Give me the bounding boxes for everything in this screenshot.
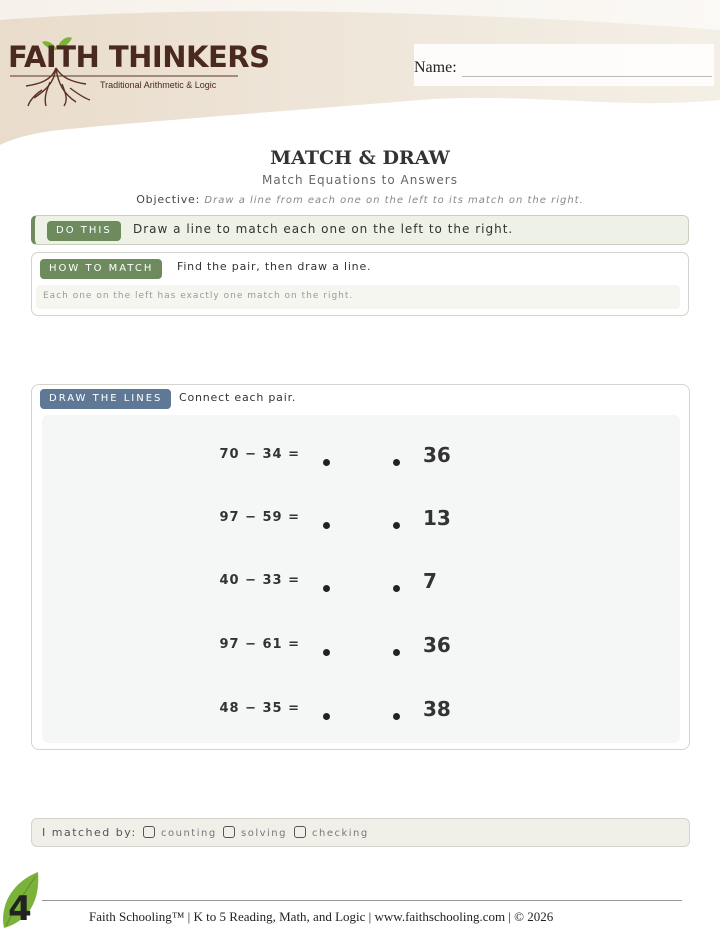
matched-by-bar [31,818,690,847]
do-this-banner [31,215,689,245]
name-label: Name: [414,59,457,76]
objective-text: Draw a line from each one on the left to its match on the right. [204,195,584,206]
name-field-box [414,44,714,86]
checkbox-label: counting [161,828,217,839]
match-row [42,500,680,540]
match-row [42,691,680,731]
worksheet-title: MATCH & DRAW [270,147,450,169]
how-to-match-text: Find the pair, then draw a line. [177,260,372,273]
left-connect-dot[interactable] [323,649,330,656]
matching-area[interactable] [42,415,680,743]
left-connect-dot[interactable] [323,459,330,466]
how-to-match-note-box [36,285,680,309]
right-connect-dot[interactable] [393,713,400,720]
checkbox-icon[interactable] [143,826,155,838]
left-connect-dot[interactable] [323,522,330,529]
right-connect-dot[interactable] [393,585,400,592]
right-connect-dot[interactable] [393,459,400,466]
equation: 97 − 61 = [219,637,300,652]
draw-the-lines-card [31,384,690,750]
draw-the-lines-text: Connect each pair. [179,391,297,404]
equation: 40 − 33 = [219,573,300,588]
right-connect-dot[interactable] [393,522,400,529]
objective-label: Objective: [136,193,201,206]
how-to-match-card [31,252,689,316]
checkbox-counting[interactable] [143,826,217,839]
footer-text: Faith Schooling™ | K to 5 Reading, Math, and Logic | www.faithschooling.com | © 2026 [89,909,554,924]
footer-divider [42,900,682,901]
grade-leaf-icon [0,870,42,932]
checkbox-label: checking [312,828,369,839]
checkbox-icon[interactable] [223,826,235,838]
equation: 48 − 35 = [219,701,300,716]
name-input-line[interactable] [462,76,712,77]
worksheet-subtitle: Match Equations to Answers [262,173,458,187]
how-to-match-pill: HOW TO MATCH [40,259,162,279]
logo-subtitle: Traditional Arithmetic & Logic [100,80,217,90]
matched-by-label: I matched by: [42,826,137,839]
match-row [42,563,680,603]
do-this-text: Draw a line to match each one on the left to the right. [133,222,514,236]
checkbox-solving[interactable] [223,826,287,839]
checkbox-icon[interactable] [294,826,306,838]
answer: 36 [423,633,451,657]
left-connect-dot[interactable] [323,585,330,592]
left-connect-dot[interactable] [323,713,330,720]
logo-title: FAITH THINKERS [8,40,270,74]
answer: 36 [423,443,451,467]
match-row [42,437,680,477]
equation: 70 − 34 = [219,447,300,462]
answer: 13 [423,506,451,530]
checkbox-label: solving [241,828,287,839]
grade-number: 4 [8,889,32,929]
how-to-match-note: Each one on the left has exactly one match on the right. [43,291,354,301]
answer: 7 [423,569,437,593]
right-connect-dot[interactable] [393,649,400,656]
draw-the-lines-pill: DRAW THE LINES [40,389,171,409]
objective [0,193,720,206]
do-this-pill: DO THIS [47,221,121,241]
checkbox-checking[interactable] [294,826,369,839]
equation: 97 − 59 = [219,510,300,525]
answer: 38 [423,697,451,721]
match-row [42,627,680,667]
